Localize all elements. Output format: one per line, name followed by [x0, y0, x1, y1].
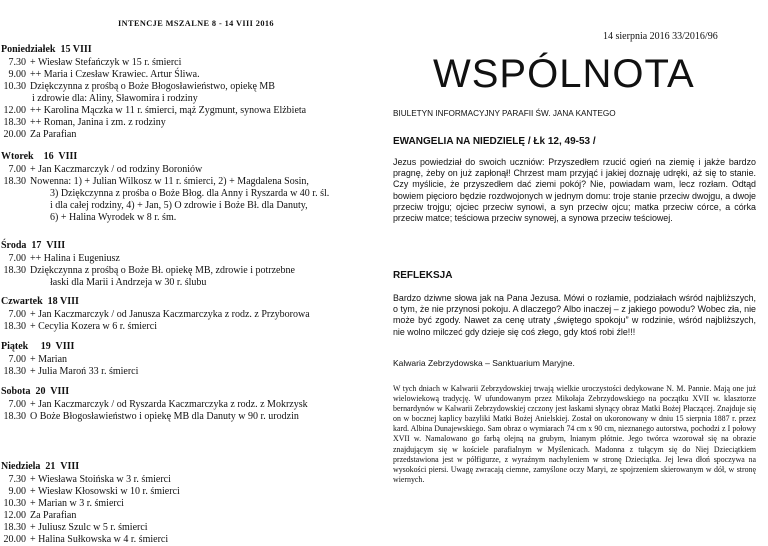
intention-entry — [0, 534, 168, 546]
intention-text: + Julia Maroń 33 r. śmierci — [30, 366, 139, 377]
mass-time: 7.00 — [8, 309, 26, 320]
intention-text: + Wiesław Kłosowski w 10 r. śmierci — [30, 486, 180, 497]
intention-text: ++ Halina i Eugeniusz — [30, 253, 120, 264]
reflection-text: Bardzo dziwne słowa jak na Pana Jezusa. Mówi o rozłamie, podziałach wśród najbliższych, o tym, że nie przynosi pokoju. A dlaczego? Albo inaczej – z jakiego powodu? Wobec zła, nie może być zgody. Nawet za cenę utraty „świętego spokoju” w rodzinie, wśród najbliższych, nie wolno milczeć gdy dzieje się coś złego, gdy ktoś robi źle!!! — [393, 293, 756, 337]
intention-entry — [0, 411, 299, 423]
intention-text: + Wiesława Stoińska w 3 r. śmierci — [30, 474, 171, 485]
mass-time: 7.00 — [8, 164, 26, 175]
intention-entry — [0, 366, 138, 378]
mass-time: 18.30 — [3, 366, 26, 377]
intention-text: + Jan Kaczmarczyk / od Ryszarda Kaczmarczyka z rodz. z Mokrzysk — [30, 399, 308, 410]
intention-text: ++ Maria i Czesław Krawiec. Artur Śliwa. — [30, 69, 200, 80]
masthead-title: WSPÓLNOTA — [433, 52, 695, 96]
mass-time: 7.30 — [8, 57, 26, 68]
intention-entry — [0, 253, 120, 265]
intention-entry — [0, 69, 200, 81]
bulletin-subtitle: BIULETYN INFORMACYJNY PARAFII ŚW. JANA KANTEGO — [393, 109, 616, 118]
place-heading: Kalwaria Zebrzydowska – Sanktuarium Maryjne. — [393, 358, 575, 368]
intention-text: ++ Karolina Mączka w 11 r. śmierci, mąż Zygmunt, synowa Elżbieta — [30, 105, 307, 116]
intention-entry — [0, 510, 76, 522]
mass-time: 18.30 — [3, 265, 26, 276]
mass-time: 12.00 — [3, 105, 26, 116]
day-title: Wtorek 16 VIII — [1, 151, 78, 162]
intention-entry — [0, 309, 310, 321]
day-title: Niedziela 21 VIII — [1, 461, 80, 472]
intention-text: Dziękczynna z prośbą o Boże Bł. opiekę MB, zdrowie i potrzebne — [30, 265, 295, 276]
intention-text: + Halina Sułkowska w 4 r. śmierci — [30, 534, 169, 545]
intention-entry — [0, 57, 181, 69]
mass-time: 18.30 — [3, 411, 26, 422]
intention-continuation: łaski dla Marii i Andrzeja w 30 r. ślubu — [50, 277, 207, 288]
intention-entry — [0, 354, 67, 366]
day-title: Środa 17 VIII — [1, 240, 66, 251]
intention-continuation: 3) Dziękczynna z prośba o Boże Błog. dla Anny i Ryszarda w 40 r. śl. — [50, 188, 330, 199]
day-title: Sobota 20 VIII — [1, 386, 70, 397]
day-title: Poniedziałek 15 VIII — [1, 44, 92, 55]
mass-time: 20.00 — [3, 534, 26, 545]
intention-text: + Marian w 3 r. śmierci — [30, 498, 124, 509]
mass-time: 7.00 — [8, 399, 26, 410]
intention-text: Za Parafian — [30, 510, 77, 521]
mass-time: 10.30 — [3, 498, 26, 509]
intention-entry — [0, 522, 148, 534]
intention-text: + Juliusz Szulc w 5 r. śmierci — [30, 522, 148, 533]
mass-time: 9.00 — [8, 486, 26, 497]
intention-text: + Jan Kaczmarczyk / od rodziny Boroniów — [30, 164, 203, 175]
intentions-header: INTENCJE MSZALNE 8 - 14 VIII 2016 — [118, 19, 274, 28]
mass-time: 18.30 — [3, 117, 26, 128]
intention-entry — [0, 399, 308, 411]
intention-entry — [0, 81, 275, 93]
intention-continuation: 6) + Halina Wyrodek w 8 r. śm. — [50, 212, 177, 223]
mass-time: 20.00 — [3, 129, 26, 140]
gospel-heading: EWANGELIA NA NIEDZIELĘ / Łk 12, 49-53 / — [393, 136, 596, 147]
mass-time: 7.00 — [8, 354, 26, 365]
intention-entry — [0, 474, 171, 486]
place-text: W tych dniach w Kalwarii Zebrzydowskiej trwają wielkie uroczystości dedykowane N. M. Pannie. Mają one już wielowiekową tradycję. W ufundowanym przez Mikołaja Zebrzydowskiego na początku XVII w. klasztorze bernardynów w Kalwarii Zebrzydowskiej czczony jest łaskami słynący obraz Matki Bożej Płaczącej. Znajduje się on w bocznej kaplicy bazyliki Matki Bożej Anielskiej. Został on ukoronowany w dniu 15 sierpnia 1887 r. przez kard. Albina Dunajewskiego. Sam obraz o wymiarach 74 cm x 90 cm, nieznanego autorstwa, pochodzi z I połowy XVII w. Namalowano go farbą olejną na grubym, lnianym płótnie. Jego twórca wzorował się na obrazie znajdującym się w kościele parafialnym w Myślenicach. Madonna z tułącym się do Niej Dzieciątkiem przedstawiona jest w półfigurze, z wyraźnym nachyleniem w stronę Dzieciątka. Jej lewa dłoń spoczywa na wysokości piersi. Uwagę zwracają ciemne, zamyślone oczy Maryi, ze spojrzeniem skierowanym w dół, w stronę wiernych. — [393, 384, 756, 484]
day-title: Czwartek 18 VIII — [1, 296, 79, 307]
gospel-text: Jezus powiedział do swoich uczniów: Przyszedłem rzucić ogień na ziemię i jakże bardzo pragnę, żeby on już zapłonął! Chrzest mam przyjąć i jakiej doznaję udręki, aż się to stanie. Czy myślicie, że przyszedłem dać ziemi pokój? Nie, powiadam wam, lecz rozłam. Odtąd bowiem pięcioro będzie rozdwojonych w jednym domu: troje stanie przeciw dwojgu, a dwoje przeciw trojgu; ojciec przeciw synowi, a syn przeciw ojcu; matka przeciw córce, a córka przeciw matce; teściowa przeciw synowej, a synowa przeciw teściowej. — [393, 157, 756, 224]
intention-text: Dziękczynna z prośbą o Boże Błogosławieństwo, opiekę MB — [30, 81, 275, 92]
intention-text: + Wiesław Stefańczyk w 15 r. śmierci — [30, 57, 182, 68]
intention-entry — [0, 265, 295, 277]
intention-entry — [0, 105, 306, 117]
day-title: Piątek 19 VIII — [1, 341, 75, 352]
intention-entry — [0, 117, 166, 129]
reflection-heading: REFLEKSJA — [393, 270, 453, 281]
mass-time: 12.00 — [3, 510, 26, 521]
intention-entry — [0, 164, 202, 176]
issue-date-number: 14 sierpnia 2016 33/2016/96 — [603, 31, 718, 42]
intention-text: Za Parafian — [30, 129, 77, 140]
intention-text: ++ Roman, Janina i zm. z rodziny — [30, 117, 166, 128]
mass-time: 7.00 — [8, 253, 26, 264]
mass-time: 7.30 — [8, 474, 26, 485]
intention-text: Nowenna: 1) + Julian Wilkosz w 11 r. śmierci, 2) + Magdalena Sosin, — [30, 176, 309, 187]
intention-text: + Cecylia Kozera w 6 r. śmierci — [30, 321, 157, 332]
mass-time: 10.30 — [3, 81, 26, 92]
mass-time: 18.30 — [3, 522, 26, 533]
intention-entry — [0, 321, 157, 333]
mass-time: 18.30 — [3, 321, 26, 332]
intention-text: O Boże Błogosławieństwo i opiekę MB dla Danuty w 90 r. urodzin — [30, 411, 299, 422]
intention-continuation: i zdrowie dla: Aliny, Sławomira i rodziny — [32, 93, 198, 104]
mass-time: 9.00 — [8, 69, 26, 80]
mass-time: 18.30 — [3, 176, 26, 187]
intention-text: + Jan Kaczmarczyk / od Janusza Kaczmarczyka z rodz. z Przyborowa — [30, 309, 310, 320]
intention-text: + Marian — [30, 354, 68, 365]
intention-continuation: i dla całej rodziny, 4) + Jan, 5) O zdrowie i Boże Bł. dla Danuty, — [50, 200, 308, 211]
intention-entry — [0, 176, 309, 188]
intention-entry — [0, 498, 124, 510]
intention-entry — [0, 129, 76, 141]
intention-entry — [0, 486, 180, 498]
